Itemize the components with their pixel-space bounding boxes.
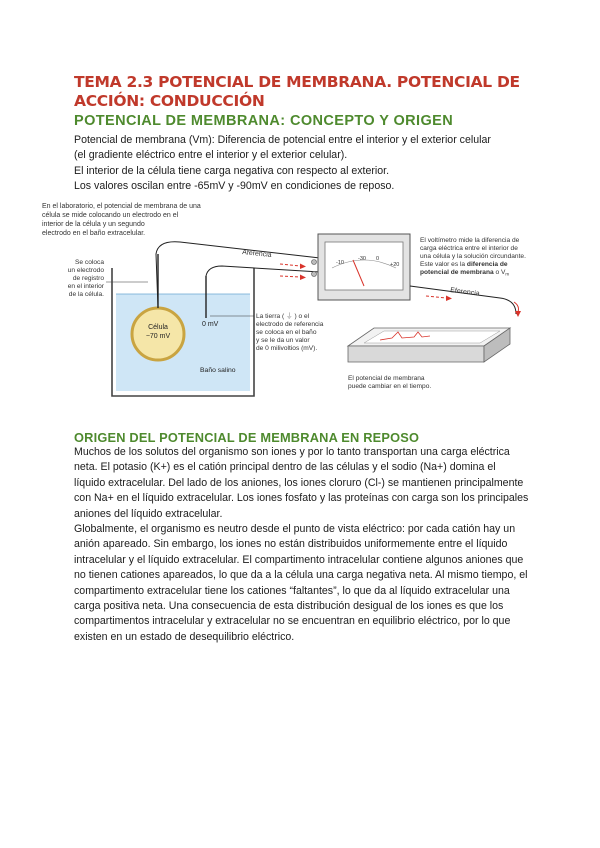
definition-line: El interior de la célula tiene carga negativa con respecto al exterior. xyxy=(74,164,390,177)
svg-text:potencial de membrana o Vm xyxy=(420,269,509,277)
ground-note-line: se coloca en el baño xyxy=(256,329,317,336)
voltmeter-note-line: una célula y la solución circundante. xyxy=(420,253,526,260)
efferent-label: Eferencia xyxy=(449,287,480,298)
scale-tick: -10 xyxy=(336,260,344,266)
intro-line: célula se mide colocando un electrodo en el xyxy=(42,212,179,219)
definition-line: (el gradiente eléctrico entre el interior y el exterior celular). xyxy=(74,149,348,162)
recorder-note xyxy=(348,375,431,390)
section-heading-resting-potential: ORIGEN DEL POTENCIAL DE MEMBRANA EN REPOSO xyxy=(74,430,420,445)
voltmeter-note-bold: potencial de membrana xyxy=(420,269,494,276)
definition-line: Potencial de membrana (Vm): Diferencia de potencial entre el interior y el exterior celular xyxy=(74,134,491,146)
membrane-potential-definition xyxy=(74,133,534,195)
scale-tick: 0 xyxy=(376,256,380,262)
ground-note xyxy=(256,312,324,352)
ground-note-line: y se le da un valor xyxy=(256,337,310,344)
section-heading-membrane-potential: POTENCIAL DE MEMBRANA: CONCEPTO Y ORIGEN xyxy=(74,113,454,129)
voltmeter-note-line: El voltímetro mide la diferencia de xyxy=(420,237,520,244)
voltmeter-note-sub: m xyxy=(505,271,510,277)
definition-line: Los valores oscilan entre -65mV y -90mV en condiciones de reposo. xyxy=(74,180,395,193)
voltmeter-note-line: carga eléctrica entre el interior de xyxy=(420,245,518,252)
electrode-note-line: de la célula. xyxy=(68,291,104,298)
ground-note-line: La tierra ( ⏚ ) o el xyxy=(256,313,310,320)
bath-label: Baño salino xyxy=(200,367,236,374)
paragraph: Muchos de los solutos del organismo son iones y por lo tanto transportan una carga eléctrica neta. El potasio (K+) es el catión principal dentro de las células y el sodio (Na+) domina el líquido extracelular. Del lado de los aniones, los iones cloruro (Cl-) se mantienen principalmente con Na+ en el líquido extracelular. Los iones fosfato y las proteínas con carga son los principales aniones del líquido extracelular. xyxy=(74,446,529,520)
efferent-arrow xyxy=(426,296,446,298)
voltmeter-note-line: Este valor es la xyxy=(420,261,467,268)
voltmeter-note-bold: diferencia de xyxy=(466,261,508,268)
afferent-arrow xyxy=(280,264,300,266)
intro-line: En el laboratorio, el potencial de membrana de una xyxy=(42,203,201,210)
voltmeter-note-end: o V xyxy=(493,269,506,276)
electrode-note-line: de registro xyxy=(72,275,104,282)
svg-text:Este valor es la diferencia de xyxy=(420,261,508,268)
electrode-note xyxy=(68,259,105,298)
bath-value: 0 mV xyxy=(202,321,219,328)
scale-tick: -30 xyxy=(358,256,366,262)
resting-potential-text xyxy=(74,445,529,645)
membrane-potential-figure xyxy=(30,196,560,406)
ground-note-line: de 0 milivoltios (mV). xyxy=(256,345,318,352)
page-title: TEMA 2.3 POTENCIAL DE MEMBRANA. POTENCIAL DE ACCIÓN: CONDUCCIÓN xyxy=(74,73,520,110)
paragraph: Globalmente, el organismo es neutro desde el punto de vista eléctrico: por cada catión hay un anión apareado. Sin embargo, los iones no están distribuidos uniformemente entre el líquido intracelular y el líquido extracelular. El compartimento intracelular contiene algunos aniones que no tienen cationes apareados, lo que da a la célula una carga negativa neta. Al mismo tiempo, el compartimento extracelular tiene los cationes “faltantes”, lo que da al líquido extracelular una carga positiva neta. Una consecuencia de esta distribución desigual de los iones es que los compartimentos intracelular y extracelular no se encuentran en equilibrio eléctrico, por lo que existen en un estado de desequilibrio eléctrico. xyxy=(74,523,528,643)
intro-line: interior de la célula y un segundo xyxy=(42,221,145,228)
ground-note-line: electrodo de referencia xyxy=(256,321,324,328)
intro-line: electrodo en el baño extracelular. xyxy=(42,230,146,237)
recorder-note-line: puede cambiar en el tiempo. xyxy=(348,383,432,390)
afferent-label: Aferencia xyxy=(241,249,272,260)
figure-intro-text xyxy=(42,203,201,237)
recorder-note-line: El potencial de membrana xyxy=(348,375,425,382)
electrode-note-line: en el interior xyxy=(67,283,104,290)
voltmeter-note xyxy=(420,237,526,277)
electrode-note-line: un electrodo xyxy=(67,267,104,274)
cell-value: −70 mV xyxy=(145,333,171,340)
scale-tick: +20 xyxy=(390,262,400,268)
electrode-note-line: Se coloca xyxy=(75,259,104,266)
cell-label: Célula xyxy=(148,324,168,331)
